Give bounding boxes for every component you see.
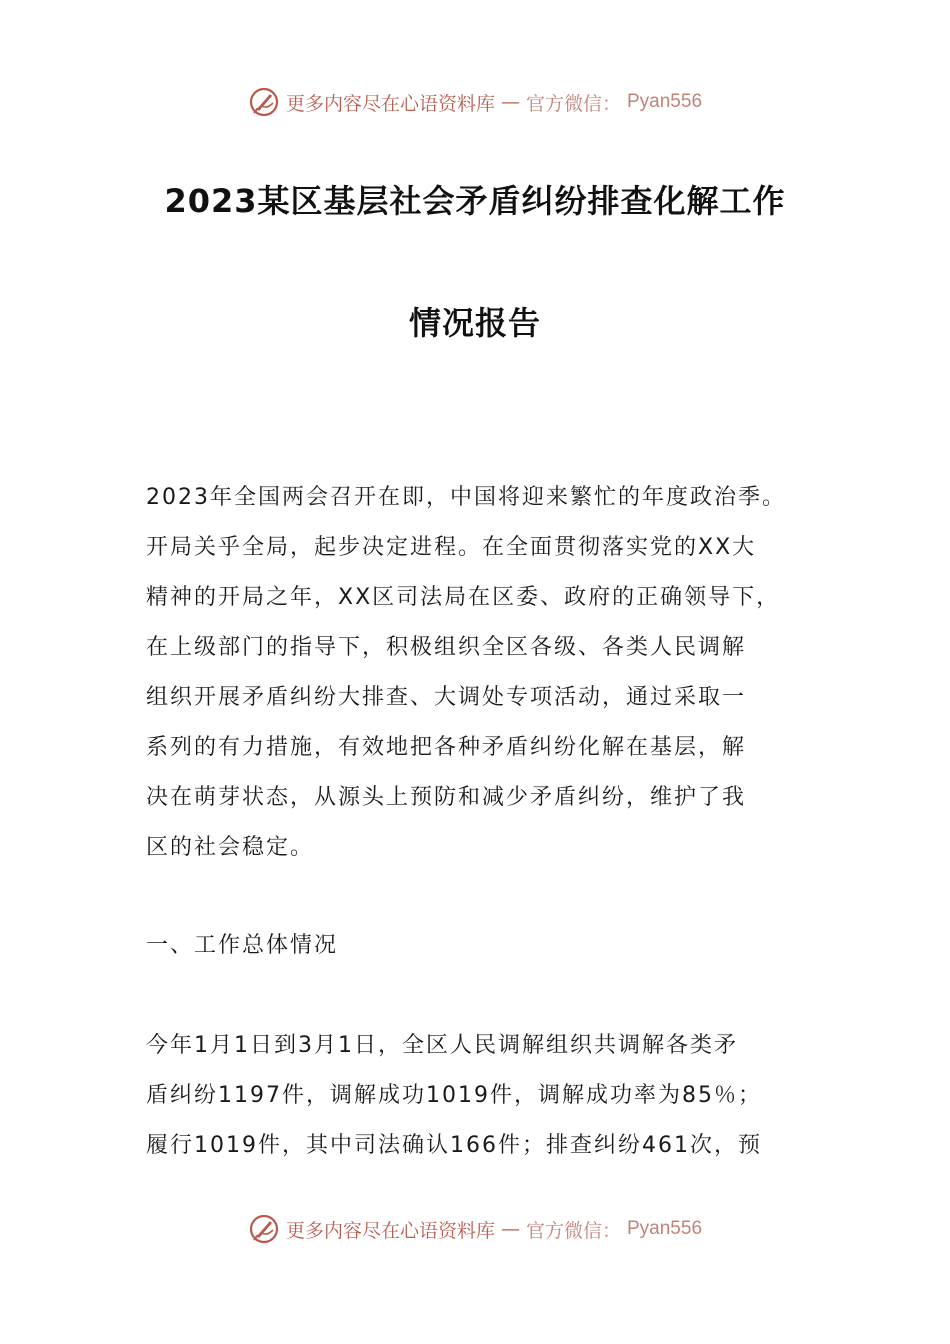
intro-line: 系列的有力措施，有效地把各种矛盾纠纷化解在基层，解 — [146, 735, 747, 760]
section-paragraph — [146, 1021, 811, 1171]
section-line: 今年1月1日到3月1日，全区人民调解组织共调解各类矛 — [146, 1033, 738, 1058]
section-line: 履行1019件，其中司法确认166件；排查纠纷461次，预 — [146, 1133, 762, 1158]
intro-line: 区的社会稳定。 — [146, 835, 315, 860]
footer-watermark — [0, 1213, 950, 1245]
header-watermark — [0, 86, 950, 118]
section-heading: 一、工作总体情况 — [146, 933, 339, 958]
watermark-separator: — — [500, 91, 520, 113]
intro-line: 决在萌芽状态，从源头上预防和减少矛盾纠纷，维护了我 — [146, 785, 747, 810]
intro-line: 在上级部门的指导下，积极组织全区各级、各类人民调解 — [146, 635, 747, 660]
watermark-account-label: 官方微信： — [525, 92, 621, 115]
watermark-account-id: Pyan556 — [627, 1218, 703, 1239]
quill-logo-icon — [248, 1213, 280, 1245]
watermark-separator: — — [500, 1218, 520, 1240]
intro-line: 组织开展矛盾纠纷大排查、大调处专项活动，通过采取一 — [146, 685, 747, 710]
intro-line: 开局关乎全局，起步决定进程。在全面贯彻落实党的XX大 — [146, 535, 757, 560]
document-title-line1: 2023某区基层社会矛盾纠纷排查化解工作 — [164, 182, 786, 220]
watermark-account-id: Pyan556 — [627, 91, 703, 112]
watermark-site-text: 更多内容尽在心语资料库 — [285, 1219, 495, 1242]
quill-logo-icon — [248, 86, 280, 118]
intro-line: 精神的开局之年，XX区司法局在区委、政府的正确领导下， — [146, 585, 781, 610]
document-title-line2: 情况报告 — [408, 304, 541, 342]
section-line: 盾纠纷1197件，调解成功1019件，调解成功率为85％； — [146, 1083, 762, 1108]
watermark-account-label: 官方微信： — [525, 1219, 621, 1242]
intro-paragraph — [146, 473, 811, 873]
watermark-site-text: 更多内容尽在心语资料库 — [285, 92, 495, 115]
intro-line: 2023年全国两会召开在即，中国将迎来繁忙的年度政治季。 — [146, 485, 786, 510]
